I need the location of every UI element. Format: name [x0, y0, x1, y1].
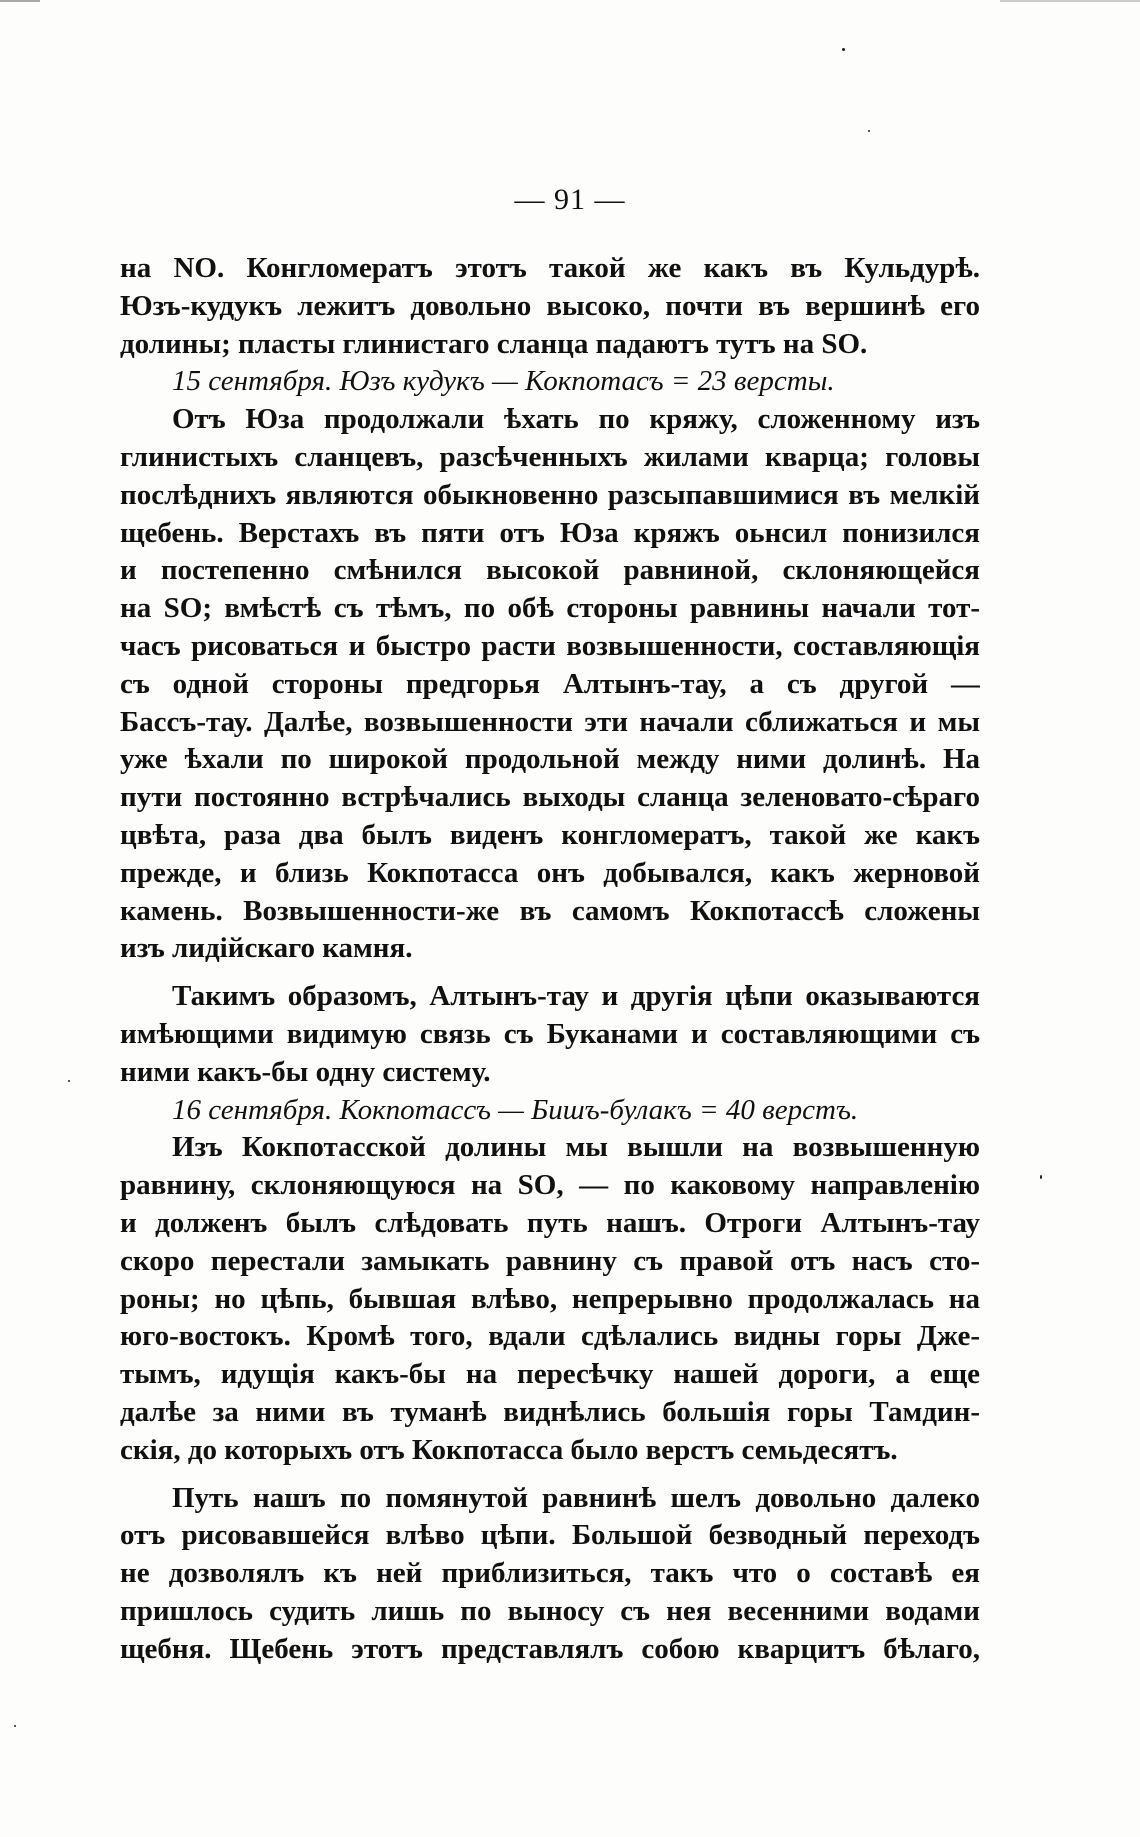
text-line: прежде, и близь Кокпотасса онъ добывался, какъ жерновой — [120, 856, 980, 889]
text-line: тымъ, идущія какъ-бы на пересѣчку нашей дороги, а еще — [120, 1358, 980, 1391]
text-line: пришлось судить лишь по выносу съ нея весенними водами — [120, 1594, 980, 1627]
text-line: Такимъ образомъ, Алтынъ-тау и другія цѣпи оказываются — [172, 980, 980, 1013]
text-line: юго-востокъ. Кромѣ того, вдали сдѣлались видны горы Дже- — [120, 1320, 980, 1353]
scan-speck — [14, 1725, 16, 1727]
text-line: цвѣта, раза два былъ виденъ конгломератъ, такой же какъ — [120, 818, 980, 851]
text-line: пути постоянно встрѣчались выходы сланца зеленовато-сѣраго — [120, 781, 980, 814]
scan-speck — [68, 1080, 70, 1082]
text-line: на SO; вмѣстѣ съ тѣмъ, по обѣ стороны равнины начали тот- — [120, 592, 980, 625]
text-line: глинистыхъ сланцевъ, разсѣченныхъ жилами кварца; головы — [120, 440, 980, 473]
text-line: уже ѣхали по широкой продольной между ними долинѣ. На — [120, 743, 980, 776]
scan-speck — [868, 130, 870, 132]
scan-edge-line — [0, 0, 1140, 2]
text-line: послѣднихъ являются обыкновенно разсыпавшимися въ мелкій — [120, 478, 980, 511]
text-line: отъ рисовавшейся влѣво цѣпи. Большой безводный переходъ — [120, 1519, 980, 1552]
scan-speck — [842, 48, 845, 51]
body-text — [120, 250, 980, 1668]
text-line: камень. Возвышенности-же въ самомъ Кокпотассѣ сложены — [120, 894, 980, 927]
text-line: Юзъ-кудукъ лежитъ довольно высоко, почти въ вершинѣ его — [120, 289, 980, 322]
text-line: скоро перестали замыкать равнину съ правой отъ насъ сто- — [120, 1244, 980, 1277]
text-line: изъ лидійскаго камня. — [120, 932, 413, 965]
text-line: имѣющими видимую связь съ Буканами и составляющими съ — [120, 1017, 980, 1050]
text-line: долины; пласты глинистаго сланца падаютъ тутъ на SO. — [120, 327, 868, 360]
text-line: Отъ Юза продолжали ѣхать по кряжу, сложенному изъ — [172, 403, 980, 436]
text-line: не дозволялъ къ ней приблизиться, такъ что о составѣ ея — [120, 1557, 980, 1590]
text-line: съ одной стороны предгорья Алтынъ-тау, а съ другой — — [120, 667, 980, 700]
text-line: равнину, склоняющуюся на SO, — по каковому направленію — [120, 1169, 980, 1202]
date-heading-line: 16 сентября. Кокпотассъ — Бишъ-булакъ = 40 верстъ. — [172, 1093, 859, 1126]
text-line: далѣе за ними въ туманѣ виднѣлись большія горы Тамдин- — [120, 1395, 980, 1428]
text-line: роны; но цѣпь, бывшая влѣво, непрерывно продолжалась на — [120, 1282, 980, 1315]
page-number: — 91 — — [514, 183, 626, 216]
text-line: часъ рисоваться и быстро расти возвышенности, составляющія — [120, 629, 980, 662]
text-line: и постепенно смѣнился высокой равниной, склоняющейся — [120, 554, 980, 587]
text-line: щебень. Верстахъ въ пяти отъ Юза кряжъ оьнсил понизился — [120, 516, 980, 549]
text-line: Путь нашъ по помянутой равнинѣ шелъ довольно далеко — [172, 1481, 980, 1514]
text-line: Изъ Кокпотасской долины мы вышли на возвышенную — [172, 1131, 980, 1164]
text-line: ними какъ-бы одну систему. — [120, 1055, 491, 1088]
date-heading-line: 15 сентября. Юзъ кудукъ — Кокпотасъ = 23 версты. — [172, 365, 835, 398]
text-line: Бассъ-тау. Далѣе, возвышенности эти начали сближаться и мы — [120, 705, 980, 738]
text-line: на NO. Конгломератъ этотъ такой же какъ въ Кульдурѣ. — [120, 252, 980, 284]
text-line: скія, до которыхъ отъ Кокпотасса было верстъ семьдесятъ. — [120, 1433, 898, 1466]
scan-speck — [1040, 1175, 1042, 1179]
text-line: и долженъ былъ слѣдовать путь нашъ. Отроги Алтынъ-тау — [120, 1206, 980, 1239]
text-line: щебня. Щебень этотъ представлялъ собою кварцитъ бѣлаго, — [120, 1632, 980, 1665]
